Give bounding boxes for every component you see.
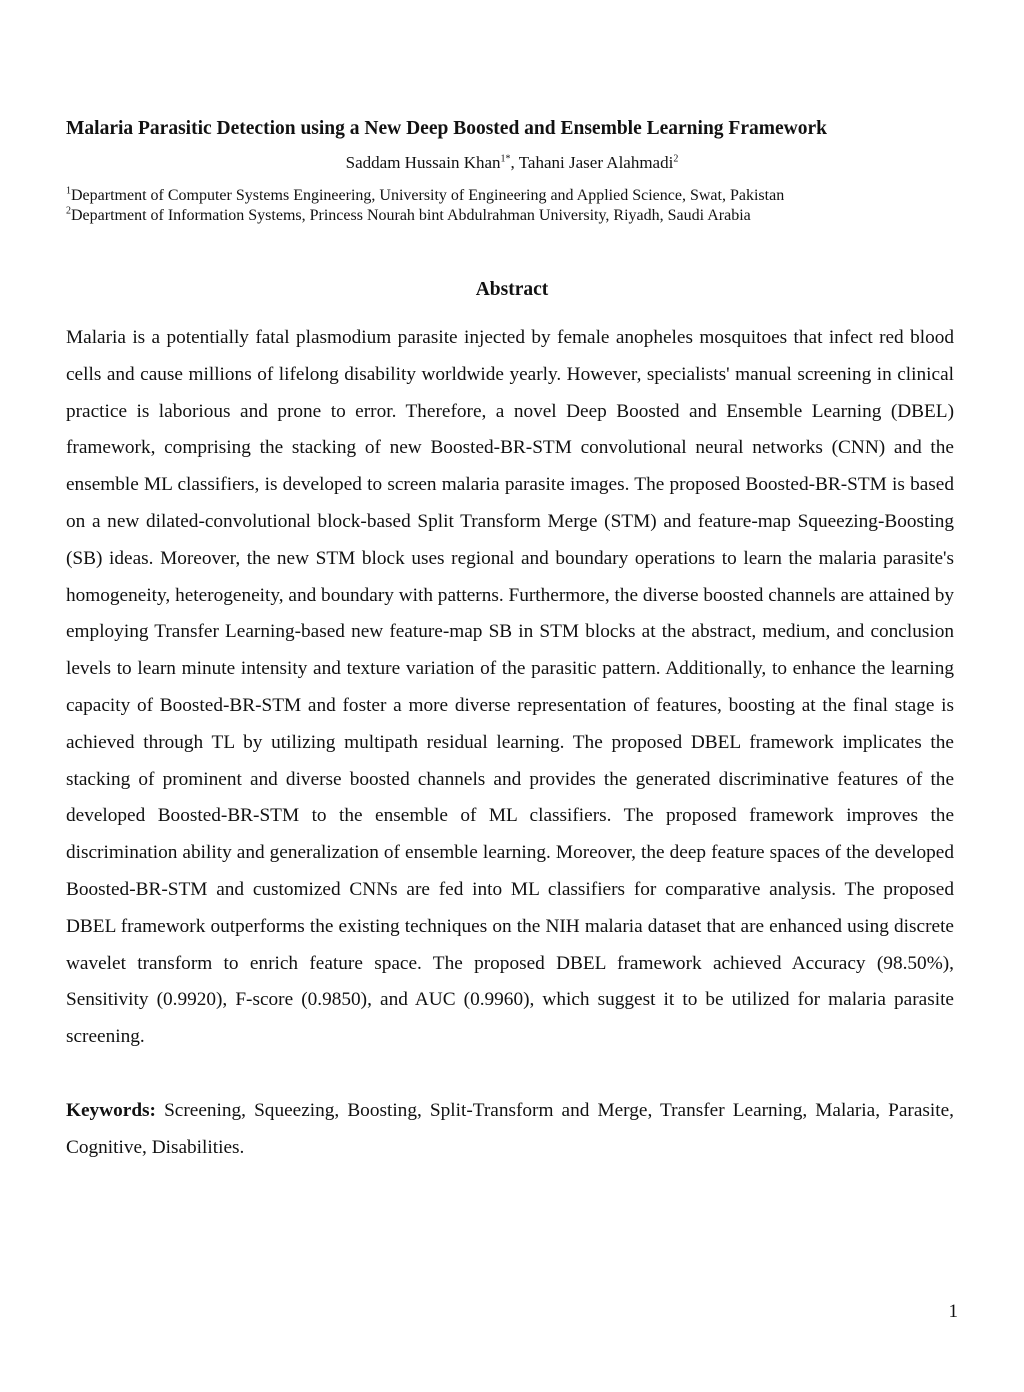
keywords-paragraph xyxy=(66,1093,954,1167)
author-1-name: Saddam Hussain Khan xyxy=(345,153,501,172)
affiliation-1-text: Department of Computer Systems Engineering, University of Engineering and Applied Science, Swat, Pakistan xyxy=(71,187,785,204)
affiliation-2-mark: 2 xyxy=(66,205,71,217)
keywords-label: Keywords: xyxy=(66,1100,156,1121)
abstract-heading: Abstract xyxy=(475,279,549,300)
author-1-mark: 1* xyxy=(500,153,511,165)
affiliation-2-text: Department of Information Systems, Princess Nourah bint Abdulrahman University, Riyadh, Saudi Arabia xyxy=(71,207,751,224)
author-separator: , xyxy=(510,153,519,172)
affiliation-2 xyxy=(66,206,966,226)
paper-title: Malaria Parasitic Detection using a New Deep Boosted and Ensemble Learning Framework xyxy=(66,118,827,139)
keywords-list: Screening, Squeezing, Boosting, Split-Transform and Merge, Transfer Learning, Malaria, Parasite, Cognitive, Disabilities. xyxy=(66,1100,954,1158)
author-2-name: Tahani Jaser Alahmadi xyxy=(518,153,674,172)
author-2-mark: 2 xyxy=(673,153,679,165)
affiliation-1-mark: 1 xyxy=(66,185,71,197)
page-number: 1 xyxy=(948,1301,958,1322)
affiliation-1 xyxy=(66,186,966,206)
author-line xyxy=(0,151,1024,175)
abstract-body: Malaria is a potentially fatal plasmodium parasite injected by female anopheles mosquitoes that infect red blood cells and cause millions of lifelong disability worldwide yearly. However, specialists' manual screening in clinical practice is laborious and prone to error. Therefore, a novel Deep Boosted and Ensemble Learning (DBEL) framework, comprising the stacking of new Boosted-BR-STM convolutional neural networks (CNN) and the ensemble ML classifiers, is developed to screen malaria parasite images. The proposed Boosted-BR-STM is based on a new dilated-convolutional block-based Split Transform Merge (STM) and feature-map Squeezing-Boosting (SB) ideas. Moreover, the new STM block uses regional and boundary operations to learn the malaria parasite's homogeneity, heterogeneity, and boundary with patterns. Furthermore, the diverse boosted channels are attained by employing Transfer Learning-based new feature-map SB in STM blocks at the abstract, medium, and conclusion levels to learn minute intensity and texture variation of the parasitic pattern. Additionally, to enhance the learning capacity of Boosted-BR-STM and foster a more diverse representation of features, boosting at the final stage is achieved through TL by utilizing multipath residual learning. The proposed DBEL framework implicates the stacking of prominent and diverse boosted channels and provides the generated discriminative features of the developed Boosted-BR-STM to the ensemble of ML classifiers. The proposed framework improves the discrimination ability and generalization of ensemble learning. Moreover, the deep feature spaces of the developed Boosted-BR-STM and customized CNNs are fed into ML classifiers for comparative analysis. The proposed DBEL framework outperforms the existing techniques on the NIH malaria dataset that are enhanced using discrete wavelet transform to enrich feature space. The proposed DBEL framework achieved Accuracy (98.50%), Sensitivity (0.9920), F-score (0.9850), and AUC (0.9960), which suggest it to be utilized for malaria parasite screening. xyxy=(66,327,954,1048)
